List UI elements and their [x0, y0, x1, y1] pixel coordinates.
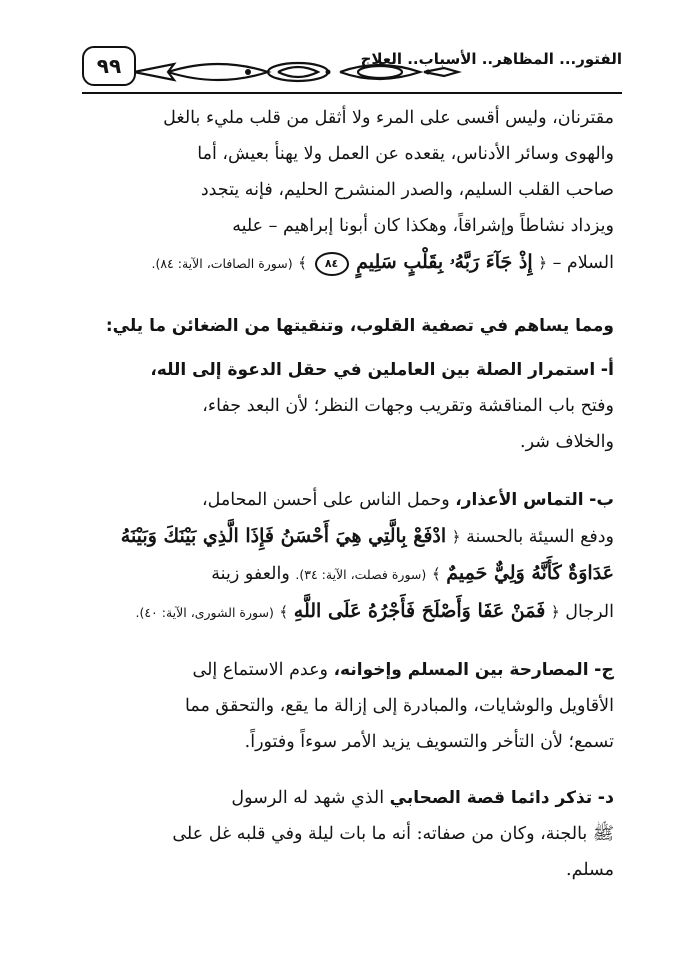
text-span: السلام –: [552, 253, 614, 273]
quran-bracket-close: ﴾: [279, 603, 289, 621]
paragraph-intro: [100, 100, 614, 282]
text-line: [100, 352, 614, 388]
quran-bracket-close: ﴾: [298, 254, 307, 272]
text-line: الأقاويل والوشايات، والمبادرة إلى إزالة ما يقع، والتحقق مما: [185, 696, 614, 716]
text-line: [100, 555, 614, 593]
item-title: المصارحة بين المسلم وإخوانه،: [333, 660, 589, 680]
text-line: [100, 816, 614, 852]
quran-bracket-open: ﴿: [550, 603, 560, 621]
text-line: [100, 593, 614, 631]
section-intro-heading: ومما يساهم في تصفية القلوب، وتنقيتها من الضغائن ما يلي:: [105, 316, 614, 336]
item-title: تذكر دائما قصة الصحابي: [389, 788, 593, 808]
salawat-glyph: ﷺ: [592, 824, 614, 844]
text-line: [100, 652, 614, 688]
text-line: صاحب القلب السليم، والصدر المنشرح الحليم، فإنه يتجدد: [200, 180, 614, 200]
text-span: الرجال: [565, 602, 614, 622]
text-line: مقترنان، وليس أقسى على المرء ولا أثقل من قلب مليء بالغل: [163, 108, 614, 128]
list-item-c: [100, 652, 614, 760]
text-line: [100, 244, 614, 282]
text-line: والخلاف شر.: [520, 432, 614, 452]
running-header-title: الفتور... المظاهر.. الأسباب.. العلاج: [360, 50, 622, 68]
quran-verse: إِذْ جَآءَ رَبَّهُۥ بِقَلْبٍ سَلِيمٍ: [356, 251, 533, 273]
text-span: والعفو زينة: [211, 564, 290, 584]
page-number: ٩٩: [82, 46, 136, 86]
page-header: [82, 40, 622, 100]
verse-reference: (سورة الشورى، الآية: ٤٠).: [135, 605, 274, 620]
item-label: ج-: [594, 660, 614, 680]
text-line: [100, 518, 614, 555]
quran-bracket-open: ﴿: [538, 254, 548, 272]
quran-bracket-open: ﴿: [451, 528, 461, 546]
text-span: بالجنة، وكان من صفاته: أنه ما بات ليلة وفي قلبه غل على: [172, 824, 588, 844]
text-line: وفتح باب المناقشة وتقريب وجهات النظر؛ لأن البعد جفاء،: [202, 396, 614, 416]
quran-verse: ادْفَعْ بِالَّتِي هِيَ أَحْسَنُ فَإِذَا الَّذِي بَيْنَكَ وَبَيْنَهُ: [120, 525, 447, 547]
text-line: تسمع؛ لأن التأخر والتسويف يزيد الأمر سوءاً وفتوراً.: [244, 732, 614, 752]
text-line: [100, 780, 614, 816]
list-item-b: [100, 482, 614, 631]
text-span: ودفع السيئة بالحسنة: [466, 527, 614, 547]
text-span: وعدم الاستماع إلى: [192, 660, 329, 680]
item-title: استمرار الصلة بين العاملين في حقل الدعوة إلى الله،: [150, 360, 596, 380]
item-label: ب-: [589, 490, 614, 510]
text-span: الذي شهد له الرسول: [231, 788, 385, 808]
ayah-number-icon: ٨٤: [315, 252, 349, 276]
text-line: ويزداد نشاطاً وإشراقاً، وهكذا كان أبونا إبراهيم – عليه: [232, 216, 614, 236]
list-item-a: [100, 352, 614, 460]
text-line: [100, 482, 614, 518]
quran-bracket-close: ﴾: [431, 565, 441, 583]
item-label: أ-: [600, 360, 614, 380]
item-title: التماس الأعذار،: [455, 490, 584, 510]
quran-verse: عَدَاوَةٌ كَأَنَّهُ وَلِيٌّ حَمِيمٌ: [446, 562, 614, 584]
text-line: والهوى وسائر الأدناس، يقعده عن العمل ولا يهنأ بعيش، أما: [197, 144, 614, 164]
text-span: وحمل الناس على أحسن المحامل،: [201, 490, 450, 510]
verse-reference: (سورة فصلت، الآية: ٣٤).: [295, 567, 427, 582]
verse-reference: (سورة الصافات، الآية: ٨٤).: [151, 256, 293, 271]
item-label: د-: [597, 788, 614, 808]
list-item-d: [100, 780, 614, 888]
quran-verse: فَمَنْ عَفَا وَأَصْلَحَ فَأَجْرُهُ عَلَى اللَّهِ: [293, 600, 546, 622]
text-line: مسلم.: [566, 860, 614, 880]
header-divider: [82, 92, 622, 94]
